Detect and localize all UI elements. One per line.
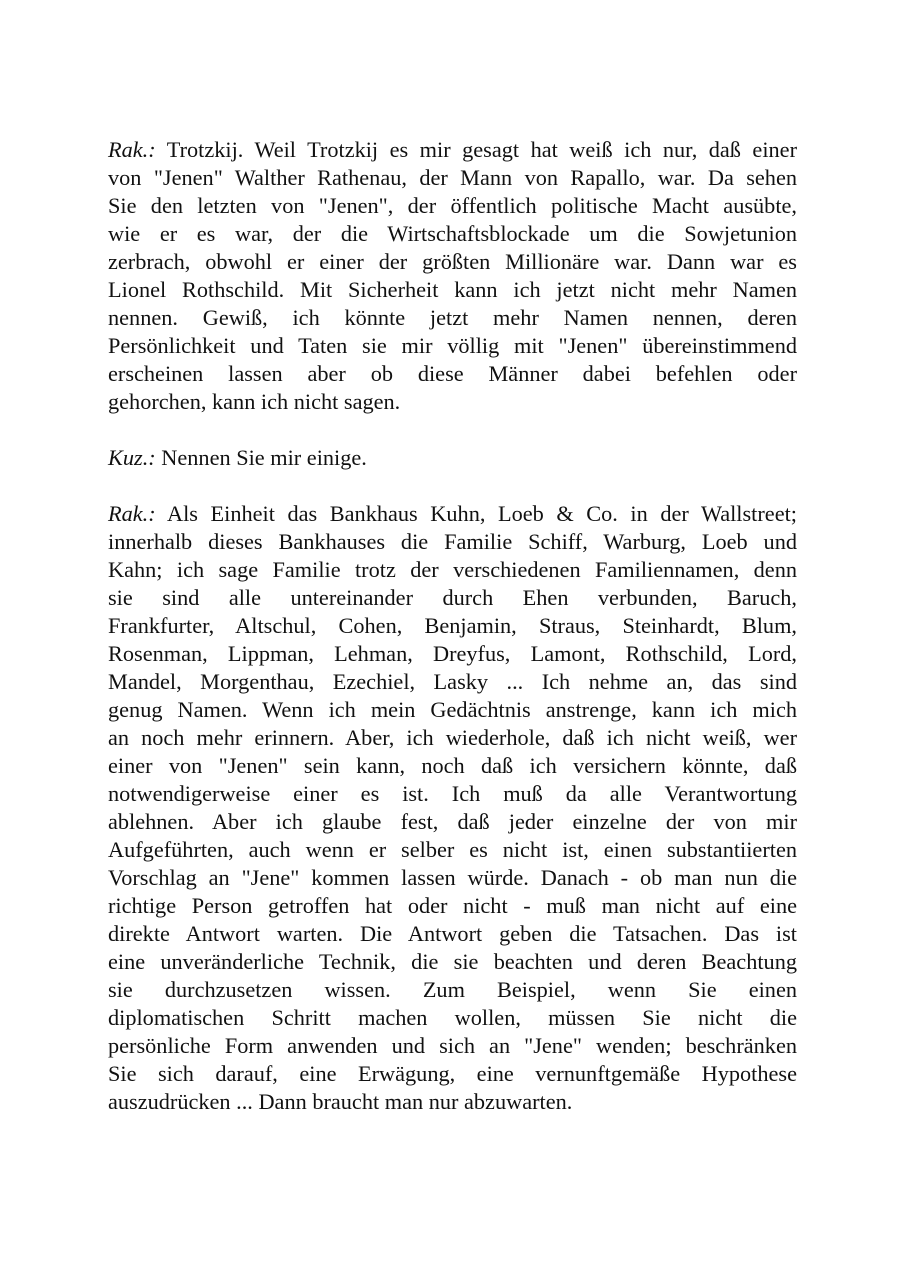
text-line: Kahn; ich sage Familie trotz der verschiedenen Familiennamen, denn (108, 557, 797, 582)
text-line: Lionel Rothschild. Mit Sicherheit kann ich jetzt nicht mehr Namen (108, 277, 797, 302)
text-line: nennen. Gewiß, ich könnte jetzt mehr Namen nennen, deren (108, 305, 797, 330)
text-line: Kuz.: Nennen Sie mir einige. (108, 445, 367, 470)
text-line: Mandel, Morgenthau, Ezechiel, Lasky ... Ich nehme an, das sind (108, 669, 797, 694)
speaker-label: Kuz.: (108, 445, 156, 470)
text-line: Sie den letzten von "Jenen", der öffentlich politische Macht ausübte, (108, 193, 797, 218)
text-line: persönliche Form anwenden und sich an "Jene" wenden; beschränken (108, 1033, 797, 1058)
text-line: sie durchzusetzen wissen. Zum Beispiel, wenn Sie einen (108, 977, 797, 1002)
text-line: Rosenman, Lippman, Lehman, Dreyfus, Lamont, Rothschild, Lord, (108, 641, 797, 666)
text-line: Vorschlag an "Jene" kommen lassen würde. Danach - ob man nun die (108, 865, 797, 890)
speaker-label: Rak.: (108, 501, 156, 526)
text-line: zerbrach, obwohl er einer der größten Millionäre war. Dann war es (108, 249, 797, 274)
text-line: Rak.: Als Einheit das Bankhaus Kuhn, Loeb & Co. in der Wallstreet; (108, 501, 797, 526)
text-line: notwendigerweise einer es ist. Ich muß da alle Verantwortung (108, 781, 797, 806)
text-line: an noch mehr erinnern. Aber, ich wiederhole, daß ich nicht weiß, wer (108, 725, 797, 750)
text-line: Frankfurter, Altschul, Cohen, Benjamin, Straus, Steinhardt, Blum, (108, 613, 797, 638)
paragraph-rak-1 (108, 136, 797, 416)
paragraph-kuz (108, 444, 797, 472)
text-line: Rak.: Trotzkij. Weil Trotzkij es mir gesagt hat weiß ich nur, daß einer (108, 137, 797, 162)
text-line: eine unveränderliche Technik, die sie beachten und deren Beachtung (108, 949, 797, 974)
text-line: einer von "Jenen" sein kann, noch daß ich versichern könnte, daß (108, 753, 797, 778)
text-line: richtige Person getroffen hat oder nicht - muß man nicht auf eine (108, 893, 797, 918)
text-line: von "Jenen" Walther Rathenau, der Mann von Rapallo, war. Da sehen (108, 165, 797, 190)
text-line: gehorchen, kann ich nicht sagen. (108, 389, 401, 414)
text-line: auszudrücken ... Dann braucht man nur abzuwarten. (108, 1089, 573, 1114)
text-line: Aufgeführten, auch wenn er selber es nicht ist, einen substantiierten (108, 837, 797, 862)
text-line: erscheinen lassen aber ob diese Männer dabei befehlen oder (108, 361, 797, 386)
speaker-label: Rak.: (108, 137, 156, 162)
text-line: innerhalb dieses Bankhauses die Familie Schiff, Warburg, Loeb und (108, 529, 797, 554)
document-page (108, 136, 797, 1144)
text-line: genug Namen. Wenn ich mein Gedächtnis anstrenge, kann ich mich (108, 697, 797, 722)
text-line: ablehnen. Aber ich glaube fest, daß jeder einzelne der von mir (108, 809, 797, 834)
text-line: direkte Antwort warten. Die Antwort geben die Tatsachen. Das ist (108, 921, 797, 946)
text-line: sie sind alle untereinander durch Ehen verbunden, Baruch, (108, 585, 797, 610)
text-line: wie er es war, der die Wirtschaftsblockade um die Sowjetunion (108, 221, 797, 246)
text-line: diplomatischen Schritt machen wollen, müssen Sie nicht die (108, 1005, 797, 1030)
text-line: Persönlichkeit und Taten sie mir völlig mit "Jenen" übereinstimmend (108, 333, 797, 358)
paragraph-rak-2 (108, 500, 797, 1116)
text-line: Sie sich darauf, eine Erwägung, eine vernunftgemäße Hypothese (108, 1061, 797, 1086)
